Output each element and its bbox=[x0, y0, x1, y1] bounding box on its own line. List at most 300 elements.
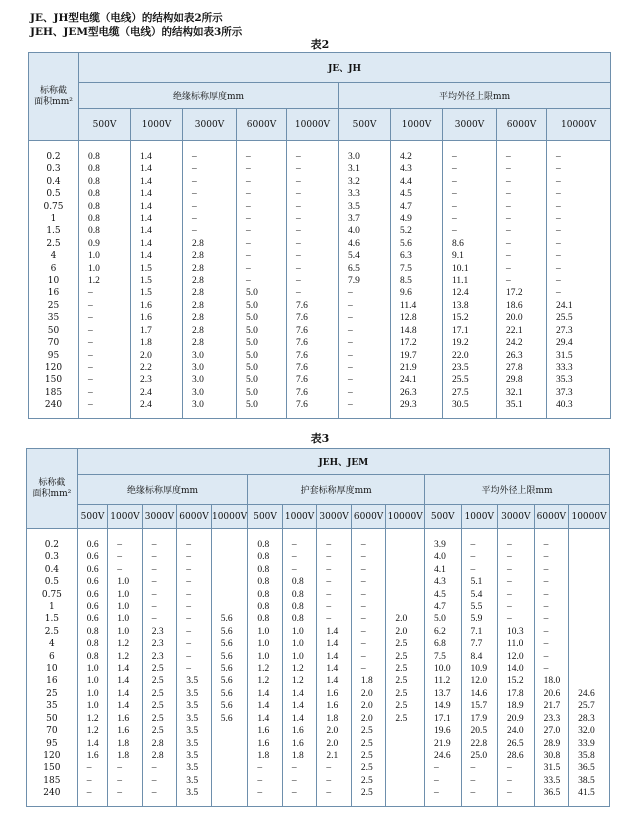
table2-cell-value: – bbox=[339, 350, 391, 362]
table2-title: 表2 bbox=[310, 38, 330, 51]
table2-cell-value: 0.8 bbox=[79, 163, 131, 175]
table2-cell-value: – bbox=[497, 275, 547, 287]
table2-cell-value: 4.7 bbox=[391, 201, 443, 213]
table3-cell-value: – bbox=[142, 601, 177, 613]
table2-cell-value: 5.0 bbox=[237, 387, 287, 399]
table2-cell-value: 7.6 bbox=[287, 325, 339, 337]
table3-cell-value: 1.0 bbox=[77, 688, 107, 700]
table3-cell-section: 0.2 bbox=[27, 529, 78, 552]
table3-cell-value bbox=[211, 775, 248, 787]
table2-cell-section: 50 bbox=[29, 325, 79, 337]
table2-cell-value: 8.6 bbox=[443, 238, 497, 250]
table3-cell-value: 28.9 bbox=[534, 738, 569, 750]
table3-cell-value: – bbox=[461, 775, 498, 787]
table3-cell-value bbox=[386, 750, 425, 762]
table3-cell-value bbox=[211, 762, 248, 774]
table2-row bbox=[29, 188, 611, 200]
table3-cell-value: – bbox=[534, 638, 569, 650]
table3-cell-value: 1.2 bbox=[248, 663, 283, 675]
table2-cell-value: – bbox=[79, 387, 131, 399]
table3-cell-value: 0.6 bbox=[77, 529, 107, 552]
table3-cell-value bbox=[569, 651, 610, 663]
table2-cell-value: 2.4 bbox=[131, 387, 183, 399]
table3-cell-value bbox=[211, 738, 248, 750]
table3-ins-voltage: 500V bbox=[77, 505, 107, 529]
table2-cell-value: 3.0 bbox=[183, 362, 237, 374]
table3-cell-value bbox=[569, 601, 610, 613]
table3-cell-value: 5.6 bbox=[211, 700, 248, 712]
table3-cell-value bbox=[569, 564, 610, 576]
table3-cell-value: 3.5 bbox=[177, 738, 212, 750]
table2-cell-value: 4.6 bbox=[339, 238, 391, 250]
table2-cell-value: 5.0 bbox=[237, 325, 287, 337]
table3 bbox=[26, 448, 610, 807]
table3-cell-value: – bbox=[351, 651, 386, 663]
table3-dia-voltage: 6000V bbox=[534, 505, 569, 529]
table3-cell-value: – bbox=[317, 589, 352, 601]
table2-row bbox=[29, 374, 611, 386]
table2-cell-value: 1.6 bbox=[131, 312, 183, 324]
table3-cell-value: – bbox=[498, 564, 535, 576]
table3-cell-value: 26.5 bbox=[498, 738, 535, 750]
table2-dia-voltage: 500V bbox=[339, 109, 391, 141]
table2-cell-value: 19.7 bbox=[391, 350, 443, 362]
table3-cell-value: 3.5 bbox=[177, 775, 212, 787]
table2-cell-value: – bbox=[237, 225, 287, 237]
table2-cell-value: – bbox=[497, 213, 547, 225]
table2-cell-value: 1.4 bbox=[131, 238, 183, 250]
table3-cell-value: 5.6 bbox=[211, 675, 248, 687]
table3-cell-value: – bbox=[177, 564, 212, 576]
table2-cell-value: – bbox=[497, 201, 547, 213]
table3-row bbox=[27, 775, 610, 787]
table2-cell-value: – bbox=[339, 337, 391, 349]
table3-cell-value: 1.6 bbox=[248, 725, 283, 737]
table2-std-header-line2: 面积mm² bbox=[34, 96, 73, 107]
table3-cell-value: – bbox=[534, 551, 569, 563]
table3-dia-voltage: 1000V bbox=[461, 505, 498, 529]
table3-cell-value: 1.2 bbox=[282, 663, 317, 675]
table2-cell-value: 17.2 bbox=[391, 337, 443, 349]
table3-cell-value: 36.5 bbox=[534, 787, 569, 806]
table3-cell-section: 10 bbox=[27, 663, 78, 675]
table3-cell-value: 1.4 bbox=[317, 638, 352, 650]
table3-cell-value: 5.6 bbox=[211, 663, 248, 675]
table2-cell-value: 1.5 bbox=[131, 287, 183, 299]
table3-cell-value bbox=[211, 787, 248, 806]
table3-cell-value: 5.4 bbox=[461, 589, 498, 601]
table3-cell-value: – bbox=[108, 787, 143, 806]
table3-cell-value: 2.5 bbox=[351, 775, 386, 787]
table3-sheath-header: 护套标称厚度mm bbox=[248, 475, 425, 505]
table3-cell-value: 27.0 bbox=[534, 725, 569, 737]
table2-cell-value: 0.8 bbox=[79, 201, 131, 213]
table3-cell-value: 23.3 bbox=[534, 713, 569, 725]
table3-cell-value: 18.9 bbox=[498, 700, 535, 712]
table3-cell-value: 3.5 bbox=[177, 675, 212, 687]
table3-cell-value: – bbox=[248, 762, 283, 774]
table3-cell-value: – bbox=[108, 551, 143, 563]
table2-cell-value: – bbox=[237, 201, 287, 213]
table3-cell-value: 32.0 bbox=[569, 725, 610, 737]
table3-cell-value: – bbox=[108, 529, 143, 552]
table3-cell-value: 1.4 bbox=[282, 688, 317, 700]
table3-cell-value: 4.0 bbox=[424, 551, 461, 563]
table3-cell-section: 0.4 bbox=[27, 564, 78, 576]
table2-cell-section: 0.3 bbox=[29, 163, 79, 175]
table2-cell-value: – bbox=[339, 325, 391, 337]
table2-cell-value: – bbox=[547, 263, 611, 275]
table3-cell-value: 1.0 bbox=[77, 663, 107, 675]
table3-cell-value: 5.9 bbox=[461, 613, 498, 625]
table2-cell-section: 0.75 bbox=[29, 201, 79, 213]
table3-cell-value: – bbox=[142, 613, 177, 625]
table3-cell-value: – bbox=[142, 564, 177, 576]
table3-cell-value: 0.6 bbox=[77, 601, 107, 613]
table3-cell-value: – bbox=[461, 762, 498, 774]
table3-cell-value bbox=[386, 725, 425, 737]
table2-cell-value: 37.3 bbox=[547, 387, 611, 399]
table3-cell-value: – bbox=[177, 613, 212, 625]
table2-cell-value: 3.5 bbox=[339, 201, 391, 213]
table3-cell-value: – bbox=[317, 551, 352, 563]
table2-row bbox=[29, 312, 611, 324]
table3-cell-value: 1.2 bbox=[108, 638, 143, 650]
table2-cell-value: 3.0 bbox=[339, 141, 391, 164]
table3-cell-value: 5.5 bbox=[461, 601, 498, 613]
table3-cell-value: 28.3 bbox=[569, 713, 610, 725]
table3-cell-value: 1.2 bbox=[108, 651, 143, 663]
table3-cell-value: 17.9 bbox=[461, 713, 498, 725]
table2-cell-value: – bbox=[339, 387, 391, 399]
table3-cell-value: – bbox=[534, 576, 569, 588]
table3-cell-value: 3.9 bbox=[424, 529, 461, 552]
table3-cell-value: 1.0 bbox=[282, 638, 317, 650]
table2-cell-value: 1.2 bbox=[79, 275, 131, 287]
table3-cell-value: 4.5 bbox=[424, 589, 461, 601]
table3-cell-value: 2.3 bbox=[142, 626, 177, 638]
table2-cell-value: 4.3 bbox=[391, 163, 443, 175]
table3-cell-value: – bbox=[351, 564, 386, 576]
table3-cell-value: 24.6 bbox=[569, 688, 610, 700]
table3-cell-value: 21.7 bbox=[534, 700, 569, 712]
table2-ins-voltage: 6000V bbox=[237, 109, 287, 141]
table2-row bbox=[29, 201, 611, 213]
table3-cell-section: 0.3 bbox=[27, 551, 78, 563]
table3-cell-value bbox=[569, 576, 610, 588]
table3-cell-value: 1.2 bbox=[77, 725, 107, 737]
table3-cell-value: 2.5 bbox=[142, 700, 177, 712]
table3-cell-value: – bbox=[177, 638, 212, 650]
table3-cell-value: 7.5 bbox=[424, 651, 461, 663]
table3-cell-value: 0.8 bbox=[282, 589, 317, 601]
table2-cell-value: 13.8 bbox=[443, 300, 497, 312]
table3-cell-value: 20.6 bbox=[534, 688, 569, 700]
table3-sheath-voltage: 500V bbox=[248, 505, 283, 529]
table2-cell-value: – bbox=[183, 176, 237, 188]
table3-cell-value: 2.5 bbox=[142, 675, 177, 687]
table2-cell-value: – bbox=[497, 225, 547, 237]
table2-cell-value: 2.8 bbox=[183, 325, 237, 337]
table2-row bbox=[29, 387, 611, 399]
table2-cell-value: 27.8 bbox=[497, 362, 547, 374]
table3-cell-value: 41.5 bbox=[569, 787, 610, 806]
table2-row bbox=[29, 300, 611, 312]
table3-cell-value: – bbox=[461, 529, 498, 552]
table3-cell-value: 2.0 bbox=[386, 613, 425, 625]
table3-cell-value: 0.6 bbox=[77, 576, 107, 588]
table2-cell-value: – bbox=[79, 350, 131, 362]
table2-cell-value: – bbox=[547, 287, 611, 299]
table2-cell-value: 0.8 bbox=[79, 213, 131, 225]
table2-cell-value: – bbox=[497, 141, 547, 164]
table2-cell-section: 0.5 bbox=[29, 188, 79, 200]
table3-ins-voltage: 1000V bbox=[108, 505, 143, 529]
table2-cell-value: 1.7 bbox=[131, 325, 183, 337]
table3-cell-section: 16 bbox=[27, 675, 78, 687]
table3-ins-voltage: 6000V bbox=[177, 505, 212, 529]
table2-cell-value: 4.0 bbox=[339, 225, 391, 237]
table3-cell-value: 36.5 bbox=[569, 762, 610, 774]
table2-cell-section: 10 bbox=[29, 275, 79, 287]
table2-cell-value: 29.8 bbox=[497, 374, 547, 386]
table2 bbox=[28, 52, 611, 419]
table3-cell-value: – bbox=[282, 787, 317, 806]
table3-cell-value: 1.8 bbox=[108, 750, 143, 762]
table2-cell-value: 9.6 bbox=[391, 287, 443, 299]
table2-cell-value: 25.5 bbox=[547, 312, 611, 324]
table2-cell-value: 29.3 bbox=[391, 399, 443, 418]
table3-row bbox=[27, 601, 610, 613]
table3-cell-value: 1.6 bbox=[248, 738, 283, 750]
table2-cell-value: – bbox=[443, 225, 497, 237]
table2-cell-value: 7.5 bbox=[391, 263, 443, 275]
table2-cell-value: – bbox=[237, 275, 287, 287]
table2-cell-value: 7.6 bbox=[287, 399, 339, 418]
table3-title: 表3 bbox=[310, 432, 330, 445]
table3-cell-value: 2.0 bbox=[386, 626, 425, 638]
table3-cell-value: – bbox=[351, 626, 386, 638]
table2-cell-value: – bbox=[183, 141, 237, 164]
table3-cell-value: – bbox=[534, 626, 569, 638]
table2-cell-value: 17.2 bbox=[497, 287, 547, 299]
table2-cell-value: – bbox=[547, 213, 611, 225]
table2-cell-value: – bbox=[79, 374, 131, 386]
table2-ins-voltage: 1000V bbox=[131, 109, 183, 141]
table3-cell-value bbox=[386, 589, 425, 601]
table3-cell-value: 1.4 bbox=[77, 738, 107, 750]
table3-cell-value: 1.8 bbox=[282, 750, 317, 762]
table2-cell-value: – bbox=[443, 141, 497, 164]
table3-cell-value: – bbox=[282, 564, 317, 576]
table3-cell-value: 2.5 bbox=[351, 725, 386, 737]
table3-cell-value: – bbox=[534, 663, 569, 675]
table3-row bbox=[27, 762, 610, 774]
table2-cell-value: – bbox=[183, 201, 237, 213]
table3-cell-value: – bbox=[498, 613, 535, 625]
table2-row bbox=[29, 225, 611, 237]
table3-cell-value: 1.0 bbox=[248, 626, 283, 638]
table2-cell-value: 27.5 bbox=[443, 387, 497, 399]
table3-cell-value: 38.5 bbox=[569, 775, 610, 787]
table3-cell-value: – bbox=[177, 626, 212, 638]
table3-cell-value: 4.1 bbox=[424, 564, 461, 576]
table3-cell-value: 15.2 bbox=[498, 675, 535, 687]
table2-cell-value: 4.4 bbox=[391, 176, 443, 188]
table2-cell-value: 3.0 bbox=[183, 374, 237, 386]
table3-cell-value: 10.9 bbox=[461, 663, 498, 675]
table2-cell-value: 31.5 bbox=[547, 350, 611, 362]
table2-cell-value: 1.0 bbox=[79, 250, 131, 262]
table3-cell-value bbox=[569, 529, 610, 552]
table3-cell-value: 5.1 bbox=[461, 576, 498, 588]
table2-cell-value: 5.0 bbox=[237, 300, 287, 312]
table2-cell-value: 5.0 bbox=[237, 362, 287, 374]
table3-cell-value: 3.5 bbox=[177, 713, 212, 725]
table3-cell-value bbox=[211, 576, 248, 588]
table3-cell-section: 50 bbox=[27, 713, 78, 725]
table3-cell-value: 30.8 bbox=[534, 750, 569, 762]
table3-cell-value: 2.5 bbox=[142, 725, 177, 737]
table2-cell-value: 2.8 bbox=[183, 300, 237, 312]
table2-diameter-header: 平均外径上限mm bbox=[339, 83, 611, 109]
table3-cell-section: 185 bbox=[27, 775, 78, 787]
table3-cell-value: 1.4 bbox=[108, 700, 143, 712]
table2-cell-value: – bbox=[237, 163, 287, 175]
table3-cell-value: 1.4 bbox=[317, 626, 352, 638]
table3-cell-value: 2.8 bbox=[142, 750, 177, 762]
table3-cell-value: – bbox=[461, 564, 498, 576]
table3-cell-value: 2.5 bbox=[351, 787, 386, 806]
table2-cell-value: – bbox=[79, 399, 131, 418]
table3-cell-value: 2.5 bbox=[142, 713, 177, 725]
table3-cell-value bbox=[386, 738, 425, 750]
table2-row bbox=[29, 362, 611, 374]
table3-cell-value bbox=[211, 551, 248, 563]
table3-cell-value: 7.7 bbox=[461, 638, 498, 650]
table2-cell-value: 5.4 bbox=[339, 250, 391, 262]
table2-cell-section: 185 bbox=[29, 387, 79, 399]
table2-cell-value: – bbox=[287, 275, 339, 287]
table2-cell-value: – bbox=[497, 176, 547, 188]
table2-cell-section: 0.2 bbox=[29, 141, 79, 164]
table2-cell-value: – bbox=[237, 213, 287, 225]
table2-cell-section: 70 bbox=[29, 337, 79, 349]
table3-cell-value: 0.8 bbox=[77, 651, 107, 663]
table3-cell-value: 0.6 bbox=[77, 589, 107, 601]
table2-cell-value: 5.0 bbox=[237, 374, 287, 386]
table2-cell-value: – bbox=[443, 201, 497, 213]
table2-cell-value: 6.5 bbox=[339, 263, 391, 275]
table2-cell-value: – bbox=[79, 362, 131, 374]
table3-cell-value bbox=[386, 787, 425, 806]
table2-cell-value: – bbox=[287, 250, 339, 262]
table3-cell-value: 5.6 bbox=[211, 638, 248, 650]
table3-cell-section: 1 bbox=[27, 601, 78, 613]
table3-row bbox=[27, 787, 610, 806]
table2-dia-voltage: 3000V bbox=[443, 109, 497, 141]
table3-sheath-voltage: 3000V bbox=[317, 505, 352, 529]
table3-cell-value: – bbox=[498, 551, 535, 563]
table2-cell-section: 25 bbox=[29, 300, 79, 312]
table3-cell-value: 2.5 bbox=[142, 663, 177, 675]
intro-line-1: JE、JH型电缆（电线）的结构如表2所示 bbox=[30, 12, 223, 24]
table3-group-header: JEH、JEM bbox=[77, 449, 609, 475]
table3-cell-value: 1.0 bbox=[282, 651, 317, 663]
table3-cell-value: – bbox=[142, 787, 177, 806]
table3-cell-value: 0.8 bbox=[248, 613, 283, 625]
table2-cell-value: – bbox=[339, 362, 391, 374]
table3-ins-voltage: 3000V bbox=[142, 505, 177, 529]
intro-line-2: JEH、JEM型电缆（电线）的结构如表3所示 bbox=[30, 26, 243, 38]
table2-cell-value: – bbox=[287, 201, 339, 213]
table2-cell-value: 1.4 bbox=[131, 225, 183, 237]
table3-cell-value: 2.0 bbox=[351, 713, 386, 725]
table2-cell-value: 2.2 bbox=[131, 362, 183, 374]
table3-cell-value: – bbox=[77, 762, 107, 774]
table3-cell-value: 12.0 bbox=[498, 651, 535, 663]
table2-cell-value: 3.1 bbox=[339, 163, 391, 175]
table2-cell-value: 3.0 bbox=[183, 387, 237, 399]
table2-cell-value: – bbox=[237, 238, 287, 250]
table3-cell-value: 1.0 bbox=[77, 700, 107, 712]
table3-cell-value: – bbox=[534, 613, 569, 625]
table2-body bbox=[29, 141, 611, 419]
table3-cell-value: 18.0 bbox=[534, 675, 569, 687]
table3-cell-value: 0.8 bbox=[77, 638, 107, 650]
table2-cell-value: – bbox=[497, 263, 547, 275]
table2-cell-section: 95 bbox=[29, 350, 79, 362]
table3-cell-value bbox=[386, 601, 425, 613]
table2-cell-value: 1.4 bbox=[131, 250, 183, 262]
table3-row bbox=[27, 700, 610, 712]
table3-cell-value: 1.6 bbox=[108, 713, 143, 725]
table2-cell-value: 11.4 bbox=[391, 300, 443, 312]
table2-cell-value: – bbox=[183, 188, 237, 200]
table2-cell-value: 2.4 bbox=[131, 399, 183, 418]
table3-cell-value: 1.0 bbox=[108, 626, 143, 638]
table3-cell-value: 0.8 bbox=[248, 601, 283, 613]
table3-dia-voltage: 3000V bbox=[498, 505, 535, 529]
table2-cell-section: 150 bbox=[29, 374, 79, 386]
table2-cell-value: – bbox=[287, 263, 339, 275]
table3-cell-value bbox=[569, 663, 610, 675]
table3-cell-value: 11.0 bbox=[498, 638, 535, 650]
table2-cell-value: – bbox=[287, 188, 339, 200]
table2-cell-section: 0.4 bbox=[29, 176, 79, 188]
table3-cell-value: 25.0 bbox=[461, 750, 498, 762]
table3-cell-section: 25 bbox=[27, 688, 78, 700]
table2-cell-value: 18.6 bbox=[497, 300, 547, 312]
table2-cell-value: 1.4 bbox=[131, 201, 183, 213]
table2-cell-value: 1.0 bbox=[79, 263, 131, 275]
table3-cell-value: 1.8 bbox=[317, 713, 352, 725]
table3-cell-value: – bbox=[534, 529, 569, 552]
table2-cell-section: 120 bbox=[29, 362, 79, 374]
table3-cell-value: – bbox=[317, 601, 352, 613]
table3-cell-value: 15.7 bbox=[461, 700, 498, 712]
table2-cell-value: – bbox=[79, 337, 131, 349]
table2-cell-value: 35.1 bbox=[497, 399, 547, 418]
table3-dia-voltage: 10000V bbox=[569, 505, 610, 529]
table3-row bbox=[27, 613, 610, 625]
table3-cell-value: 1.4 bbox=[317, 663, 352, 675]
table3-sheath-voltage: 1000V bbox=[282, 505, 317, 529]
table2-cell-value: 5.0 bbox=[237, 312, 287, 324]
table2-cell-value: 7.6 bbox=[287, 350, 339, 362]
table3-cell-value: 1.4 bbox=[108, 663, 143, 675]
table3-cell-value: 1.4 bbox=[248, 688, 283, 700]
